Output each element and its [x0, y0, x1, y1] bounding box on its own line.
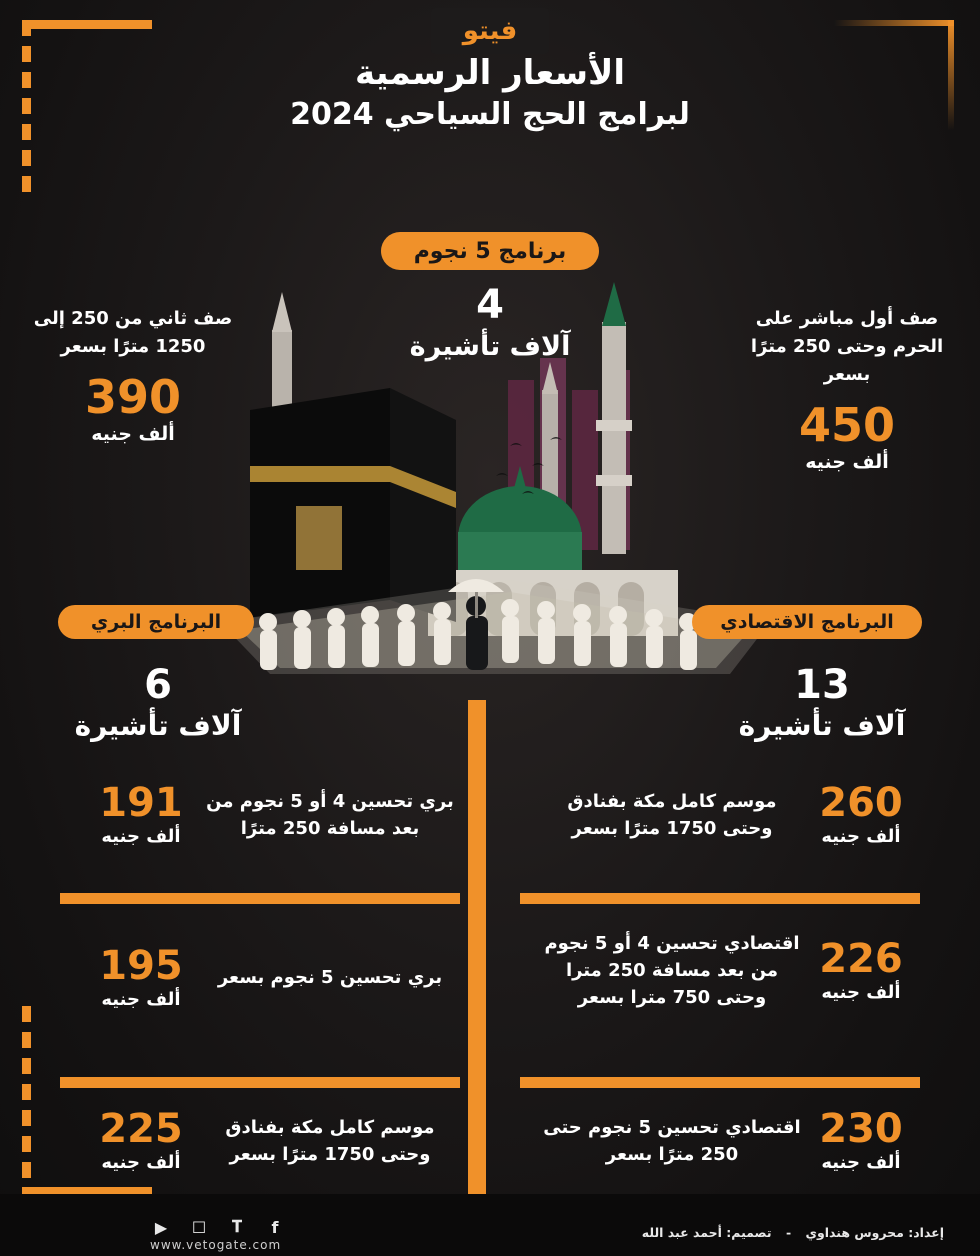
- economic-row-1-price: 260: [819, 780, 903, 826]
- land-row-3-price: 225: [99, 1106, 183, 1152]
- economic-row-2-unit: ألف جنيه: [821, 982, 901, 1003]
- economic-row-1: [520, 782, 920, 847]
- instagram-icon[interactable]: ☐: [191, 1217, 207, 1237]
- land-row-3: [60, 1108, 460, 1173]
- title-line-2: لبرامج الحج السياحي 2024: [290, 96, 690, 132]
- corner-bracket-bottom-left-vertical: [22, 1006, 31, 1196]
- land-visa-count: [8, 662, 308, 742]
- land-row-2-description: بري تحسين 5 نجوم بسعر: [217, 967, 443, 988]
- facebook-icon[interactable]: f: [271, 1217, 279, 1237]
- economic-visa-count: [672, 662, 972, 742]
- five-star-option-2-unit: ألف جنيه: [91, 423, 175, 446]
- five-star-option-2-description: صف ثاني من 250 إلى 1250 مترًا بسعر: [33, 308, 233, 357]
- twitter-icon[interactable]: 𝐓: [231, 1217, 243, 1236]
- economic-row-1-description: موسم كامل مكة بفنادق وحتى 1750 مترًا بسعر: [567, 790, 777, 839]
- land-row-1-price: 191: [99, 780, 183, 826]
- program-pill-land: البرنامج البري: [58, 605, 254, 639]
- economic-row-1-unit: ألف جنيه: [821, 826, 901, 847]
- brand-logo: [431, 8, 549, 54]
- economic-row-2-description: اقتصادي تحسين 4 أو 5 نجوم من بعد مسافة 250 مترا وحتى 750 مترا بسعر: [544, 933, 800, 1008]
- economic-row-2-price: 226: [819, 936, 903, 982]
- economic-row-2-price-box: [802, 938, 920, 1003]
- land-row-2-price: 195: [99, 943, 183, 989]
- corner-bracket-top-right-horizontal: [834, 20, 954, 26]
- land-row-2-price-box: [82, 945, 200, 1010]
- land-row-2-unit: ألف جنيه: [101, 989, 181, 1010]
- economic-visa-number: 13: [794, 662, 850, 708]
- land-row-1-description: بري تحسين 4 أو 5 نجوم من بعد مسافة 250 مترًا: [206, 790, 454, 839]
- land-row-1-price-box: [82, 782, 200, 847]
- five-star-option-2-price: 390: [84, 369, 182, 424]
- economic-row-1-price-box: [802, 782, 920, 847]
- land-visa-number: 6: [144, 662, 172, 708]
- economic-row-3-price: 230: [819, 1106, 903, 1152]
- land-row-3-description: موسم كامل مكة بفنادق وحتى 1750 مترًا بسعر: [225, 1116, 435, 1165]
- land-visa-label: آلاف تأشيرة: [74, 709, 242, 742]
- brand-logo-text: فيتو: [462, 16, 518, 46]
- land-row-1: [60, 782, 460, 847]
- land-row-2: [60, 945, 460, 1010]
- center-divider: [468, 700, 486, 1220]
- economic-row-3-unit: ألف جنيه: [821, 1152, 901, 1173]
- economic-separator-2: [520, 1077, 920, 1088]
- land-separator-1: [60, 893, 460, 904]
- five-star-visa-label: آلاف تأشيرة: [409, 331, 571, 362]
- five-star-option-1-description: صف أول مباشر على الحرم وحتى 250 مترًا بسعر: [750, 308, 944, 385]
- economic-row-3-price-box: [802, 1108, 920, 1173]
- credits: [642, 1225, 954, 1240]
- land-row-3-unit: ألف جنيه: [101, 1152, 181, 1173]
- five-star-visa-count: [360, 282, 620, 362]
- credit-designed-by: تصميم: أحمد عبد الله: [641, 1225, 772, 1240]
- program-pill-five-star: برنامج 5 نجوم: [381, 232, 599, 270]
- land-row-1-unit: ألف جنيه: [101, 826, 181, 847]
- five-star-option-1: [732, 305, 962, 473]
- economic-visa-label: آلاف تأشيرة: [738, 709, 906, 742]
- five-star-option-1-unit: ألف جنيه: [805, 450, 889, 473]
- corner-bracket-top-left-horizontal: [22, 20, 152, 29]
- credit-prepared-by: إعداد: محروس هنداوي: [805, 1225, 944, 1240]
- economic-row-3-description: اقتصادي تحسين 5 نجوم حتى 250 مترًا بسعر: [543, 1116, 801, 1165]
- economic-row-3: [520, 1108, 920, 1173]
- land-row-3-price-box: [82, 1108, 200, 1173]
- credit-separator: -: [785, 1225, 792, 1240]
- title-line-1: الأسعار الرسمية: [354, 53, 626, 93]
- page-title: [0, 52, 980, 134]
- website-url[interactable]: www.vetogate.com: [150, 1238, 282, 1252]
- youtube-icon[interactable]: ▶: [154, 1217, 168, 1237]
- five-star-option-1-price: 450: [798, 397, 896, 452]
- five-star-option-2: [18, 305, 248, 445]
- five-star-visa-number: 4: [476, 282, 504, 328]
- economic-row-2: [520, 930, 920, 1011]
- program-pill-economic: البرنامج الاقتصادي: [692, 605, 922, 639]
- social-links[interactable]: [150, 1216, 286, 1238]
- land-separator-2: [60, 1077, 460, 1088]
- economic-separator-1: [520, 893, 920, 904]
